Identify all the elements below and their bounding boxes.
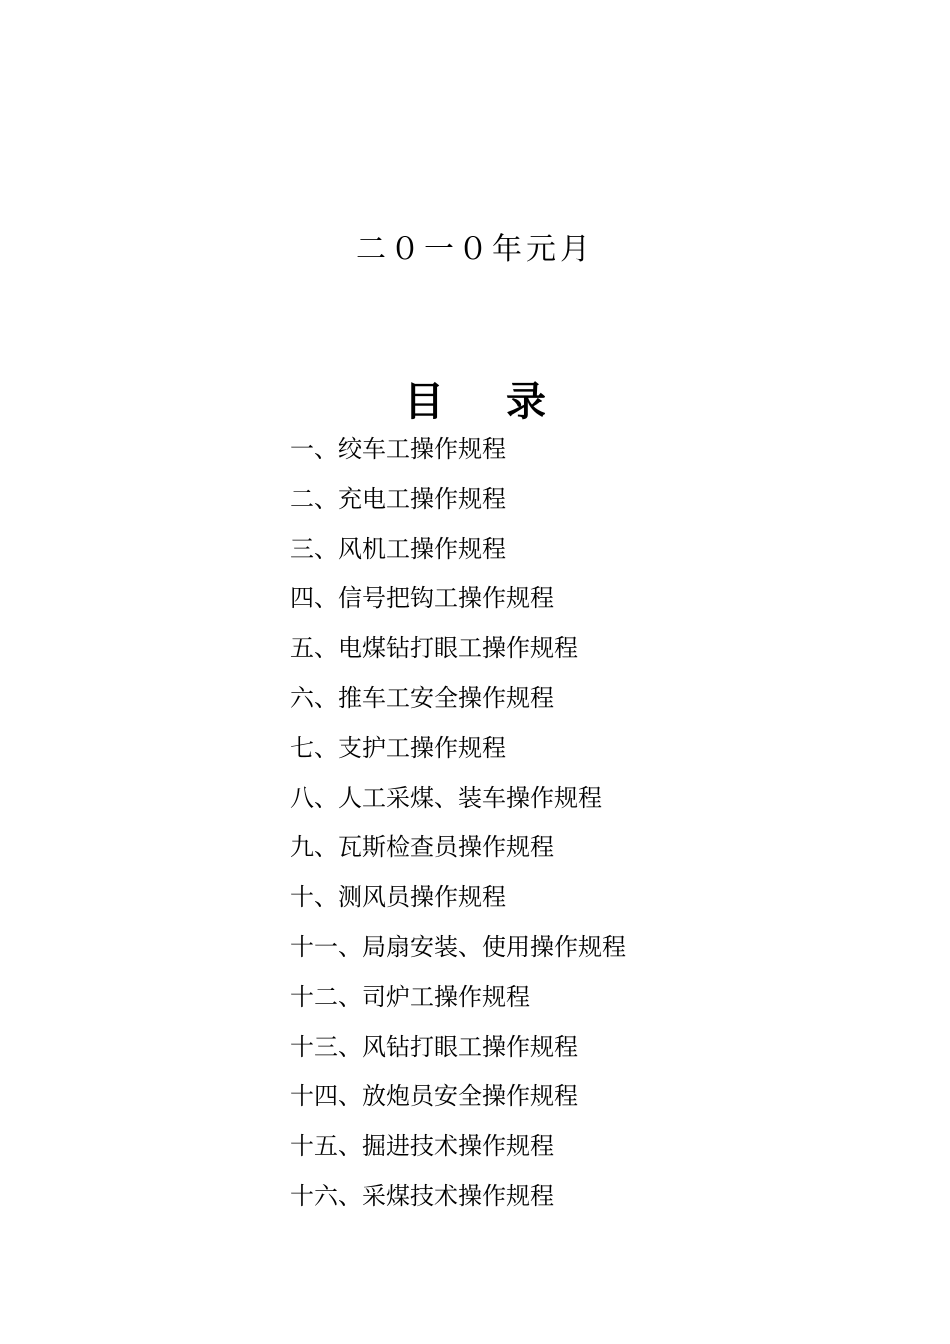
toc-item: 十六、采煤技术操作规程 [290, 1181, 554, 1210]
toc-item: 十一、局扇安装、使用操作规程 [290, 932, 626, 961]
toc-item: 九、瓦斯检查员操作规程 [290, 833, 554, 862]
toc-item: 四、信号把钩工操作规程 [290, 584, 554, 613]
toc-item: 十四、放炮员安全操作规程 [290, 1082, 578, 1111]
date-line: 二０一０年元月 [356, 232, 594, 267]
toc-item: 三、风机工操作规程 [290, 534, 506, 563]
toc-item: 十、测风员操作规程 [290, 883, 506, 912]
toc-item: 十二、司炉工操作规程 [290, 982, 530, 1011]
toc-heading-left: 目 [404, 378, 444, 425]
toc-item: 五、电煤钻打眼工操作规程 [290, 634, 578, 663]
toc-item: 十三、风钻打眼工操作规程 [290, 1032, 578, 1061]
toc-item: 七、支护工操作规程 [290, 733, 506, 762]
toc-list [290, 428, 850, 1225]
toc-item: 六、推车工安全操作规程 [290, 683, 554, 712]
toc-item: 八、人工采煤、装车操作规程 [290, 783, 602, 812]
toc-item: 二、充电工操作规程 [290, 484, 506, 513]
toc-heading [0, 374, 950, 430]
toc-item: 一、绞车工操作规程 [290, 435, 506, 463]
toc-item: 十五、掘进技术操作规程 [290, 1132, 554, 1161]
toc-heading-right: 录 [506, 378, 546, 425]
